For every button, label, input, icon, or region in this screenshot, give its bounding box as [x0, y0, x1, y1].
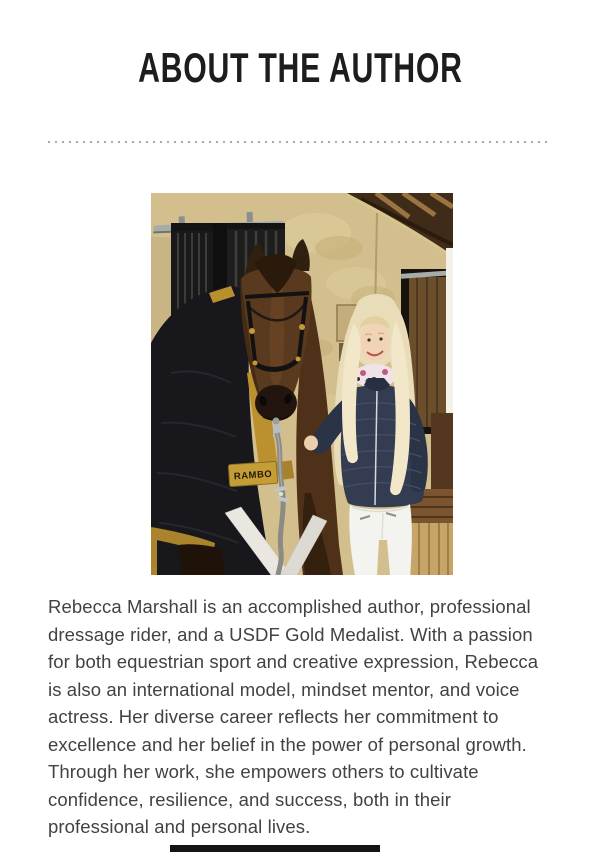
author-bio	[48, 593, 554, 841]
stable-photo-illustration	[151, 193, 453, 575]
page-title	[0, 44, 600, 92]
bio-line: Rebecca Marshall is an accomplished author, professional	[48, 596, 531, 617]
blanket-brand-label	[228, 461, 277, 486]
dotted-divider	[48, 141, 552, 143]
bottom-button-partial[interactable]	[170, 845, 380, 852]
bio-line: Through her work, she empowers others to cultivate	[48, 761, 479, 782]
bio-line: confidence, resilience, and success, both in their	[48, 788, 451, 810]
bio-line: dressage rider, and a USDF Gold Medalist. With a passion	[48, 623, 533, 645]
woman-face	[360, 316, 391, 361]
bio-line: professional and personal lives.	[48, 816, 311, 837]
bio-line: actress. Her diverse career reflects her commitment to	[48, 706, 499, 727]
page-title-text: ABOUT THE AUTHOR	[137, 44, 463, 91]
author-photo	[151, 193, 453, 575]
bio-line: for both equestrian sport and creative expression, Rebecca	[48, 651, 539, 672]
bio-line: is also an international model, mindset mentor, and voice	[48, 678, 520, 700]
bio-line: excellence and her belief in the power of personal growth.	[48, 733, 527, 755]
woman-hand	[304, 436, 318, 451]
blanket-brand-text: RAMBO	[233, 468, 273, 483]
